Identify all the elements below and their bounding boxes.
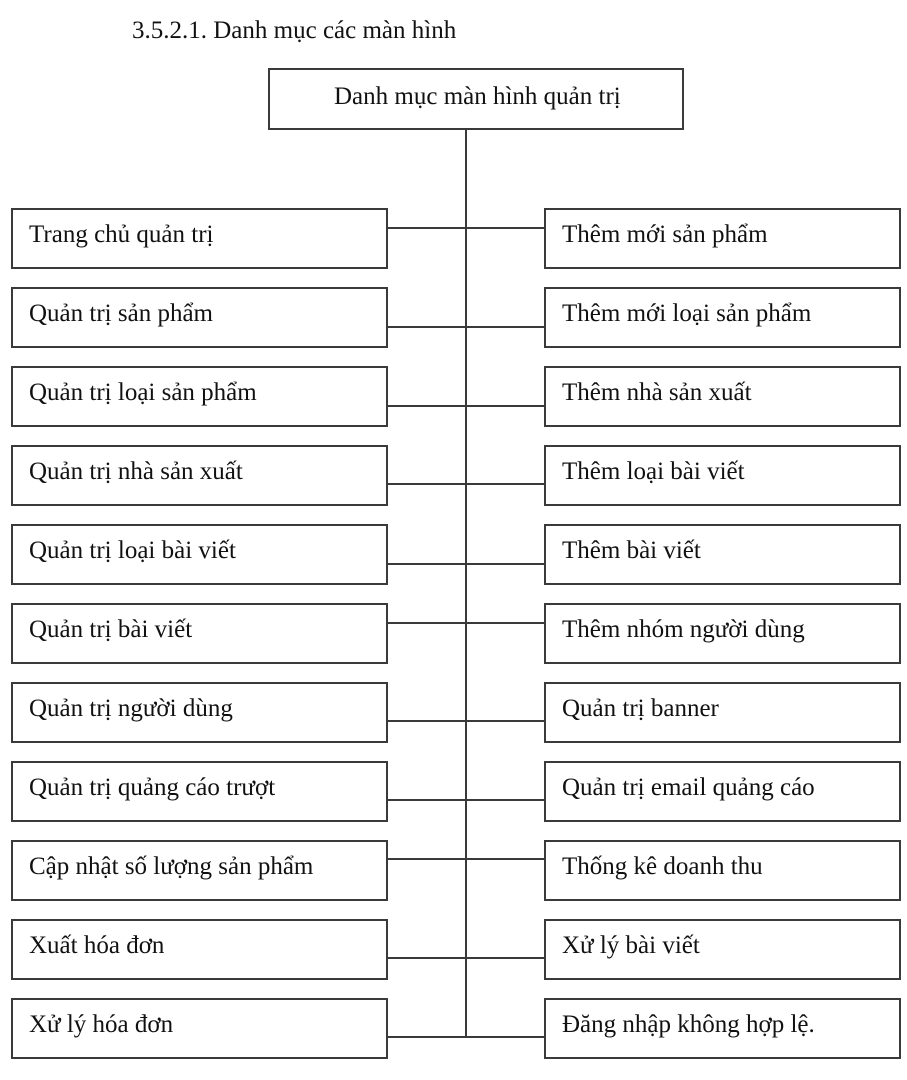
branch-connector-line [387,563,545,565]
screen-node-quan-tri-bai-viet [11,603,388,664]
node-label: Đăng nhập không hợp lệ. [562,1011,815,1038]
screen-node-quan-tri-loai-san-pham [11,366,388,427]
node-label: Quản trị email quảng cáo [562,774,815,801]
branch-connector-line [387,1036,545,1038]
node-label: Quản trị quảng cáo trượt [29,774,276,801]
node-label: Thống kê doanh thu [562,853,763,880]
screen-node-them-loai-bai-viet [544,445,901,506]
node-label: Quản trị banner [562,695,719,722]
node-label: Thêm nhà sản xuất [562,379,752,406]
screen-node-xu-ly-bai-viet [544,919,901,980]
node-label: Quản trị sản phẩm [29,300,213,327]
screen-node-trang-chu-quan-tri [11,208,388,269]
node-label: Xử lý bài viết [562,932,700,959]
node-label: Quản trị người dùng [29,695,233,722]
screen-node-dang-nhap-khong-hop-le [544,998,901,1059]
trunk-connector-line [465,129,467,1038]
screen-node-quan-tri-email-quang-cao [544,761,901,822]
node-label: Quản trị nhà sản xuất [29,458,243,485]
node-label: Quản trị bài viết [29,616,193,643]
branch-connector-line [387,405,545,407]
screen-node-thong-ke-doanh-thu [544,840,901,901]
node-label: Thêm loại bài viết [562,458,745,485]
screen-node-them-moi-san-pham [544,208,901,269]
node-label: Thêm mới sản phẩm [562,221,768,248]
node-label: Quản trị loại sản phẩm [29,379,257,406]
node-label: Xử lý hóa đơn [29,1011,174,1038]
screen-node-quan-tri-quang-cao-truot [11,761,388,822]
branch-connector-line [387,858,545,860]
branch-connector-line [387,720,545,722]
screen-node-them-bai-viet [544,524,901,585]
screen-node-quan-tri-nguoi-dung [11,682,388,743]
root-node-box [268,68,684,130]
screen-node-them-nha-san-xuat [544,366,901,427]
screen-node-xu-ly-hoa-don [11,998,388,1059]
branch-connector-line [387,799,545,801]
screen-node-quan-tri-nha-san-xuat [11,445,388,506]
branch-connector-line [387,483,545,485]
root-node-label: Danh mục màn hình quản trị [334,83,621,110]
section-heading: 3.5.2.1. Danh mục các màn hình [132,17,457,44]
screen-node-quan-tri-san-pham [11,287,388,348]
node-label: Thêm bài viết [562,537,701,564]
screen-node-quan-tri-loai-bai-viet [11,524,388,585]
branch-connector-line [387,227,545,229]
branch-connector-line [387,957,545,959]
screen-node-quan-tri-banner [544,682,901,743]
screen-node-them-nhom-nguoi-dung [544,603,901,664]
node-label: Trang chủ quản trị [29,221,214,248]
screen-node-xuat-hoa-don [11,919,388,980]
node-label: Quản trị loại bài viết [29,537,236,564]
node-label: Thêm mới loại sản phẩm [562,300,812,327]
node-label: Thêm nhóm người dùng [562,616,805,643]
branch-connector-line [387,622,545,624]
branch-connector-line [387,326,545,328]
node-label: Cập nhật số lượng sản phẩm [29,853,314,880]
node-label: Xuất hóa đơn [29,932,165,959]
screen-node-cap-nhat-so-luong-san-pham [11,840,388,901]
screen-node-them-moi-loai-san-pham [544,287,901,348]
